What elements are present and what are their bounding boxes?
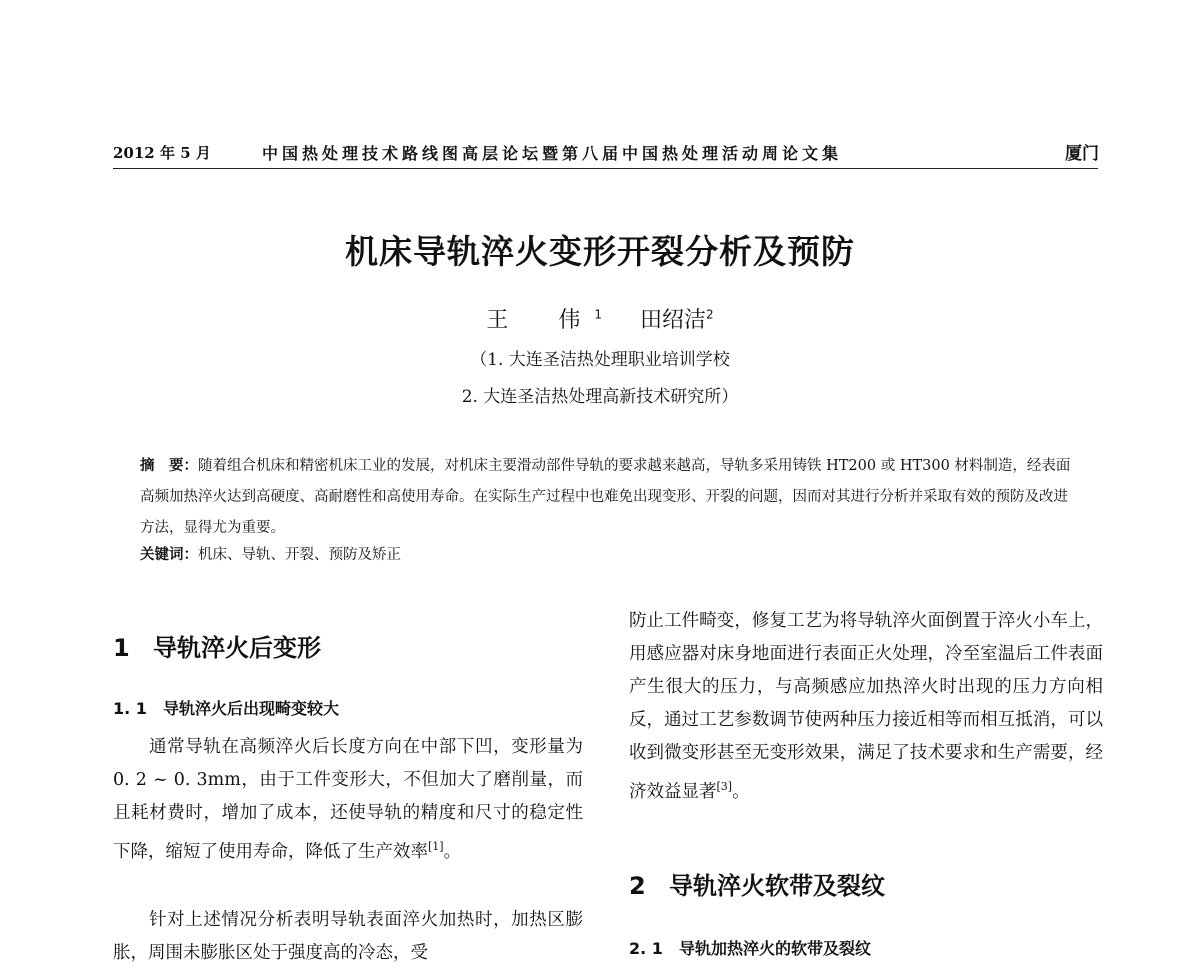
abstract-label: 摘 要： bbox=[140, 457, 198, 474]
paper-title: 机床导轨淬火变形开裂分析及预防 bbox=[345, 232, 855, 271]
author-1: 王 伟$^1$ bbox=[486, 307, 602, 333]
paragraph-repair-process: 防止工件畸变，修复工艺为将导轨淬火面倒置于淬火小车上，用感应器对床身地面进行表面正火处理，冷至室温后工件表面产生很大的压力，与高频感应加热淬火时出现的压力方向相反，通过工艺参数调节使两种压力接近相等而相互抵消，可以收到微变形甚至无变形效果，满足了技术要求和生产需要，经济效益显著[3]。 bbox=[629, 611, 1103, 802]
section-2-heading: 2 导轨淬火软带及裂纹 bbox=[629, 872, 885, 900]
citation-1: [1] bbox=[428, 840, 444, 853]
author-2: 田绍洁$^2$ bbox=[640, 307, 714, 333]
abstract bbox=[140, 450, 1080, 544]
header-date: 2012 年 5 月 bbox=[113, 144, 211, 162]
header-city: 厦门 bbox=[1065, 144, 1099, 164]
abstract-text: 随着组合机床和精密机床工业的发展，对机床主要滑动部件导轨的要求越来越高，导轨多采用铸铁 HT200 或 HT300 材料制造，经表面高频加热淬火达到高硬度、高耐磨性和高使用寿命。在实际生产过程中也难免出现变形、开裂的问题，因而对其进行分析并采取有效的预防及改进方法，显得尤为重要。 bbox=[140, 458, 1071, 536]
authors bbox=[0, 303, 1200, 334]
citation-3: [3] bbox=[716, 780, 733, 793]
subsection-2-1-heading: 2. 1 导轨加热淬火的软带及裂纹 bbox=[629, 939, 872, 958]
affiliation-1: （1. 大连圣洁热处理职业培训学校 bbox=[470, 350, 730, 370]
affiliation-2: 2. 大连圣洁热处理高新技术研究所） bbox=[461, 387, 739, 407]
paragraph-1-1-a: 通常导轨在高频淬火后长度方向在中部下凹，变形量为 0. 2 ~ 0. 3mm，由于工件变形大，不但加大了磨削量，而且耗材费时，增加了成本，还使导轨的精度和尺寸的稳定性下降，缩短了使用寿命，降低了生产效率[1]。 bbox=[113, 737, 583, 862]
paragraph-1-1-b: 针对上述情况分析表明导轨表面淬火加热时，加热区膨胀，周围未膨胀区处于强度高的冷态，受 bbox=[113, 910, 583, 963]
header-proceedings-title: 中国热处理技术路线图高层论坛暨第八届中国热处理活动周论文集 bbox=[262, 144, 843, 163]
keywords-label: 关键词： bbox=[140, 546, 198, 563]
keywords-text: 机床、导轨、开裂、预防及矫正 bbox=[198, 547, 401, 563]
section-1-heading: 1 导轨淬火后变形 bbox=[113, 634, 321, 662]
header-rule bbox=[113, 168, 1098, 169]
subsection-1-1-heading: 1. 1 导轨淬火后出现畸变较大 bbox=[113, 699, 340, 718]
keywords bbox=[140, 543, 401, 564]
